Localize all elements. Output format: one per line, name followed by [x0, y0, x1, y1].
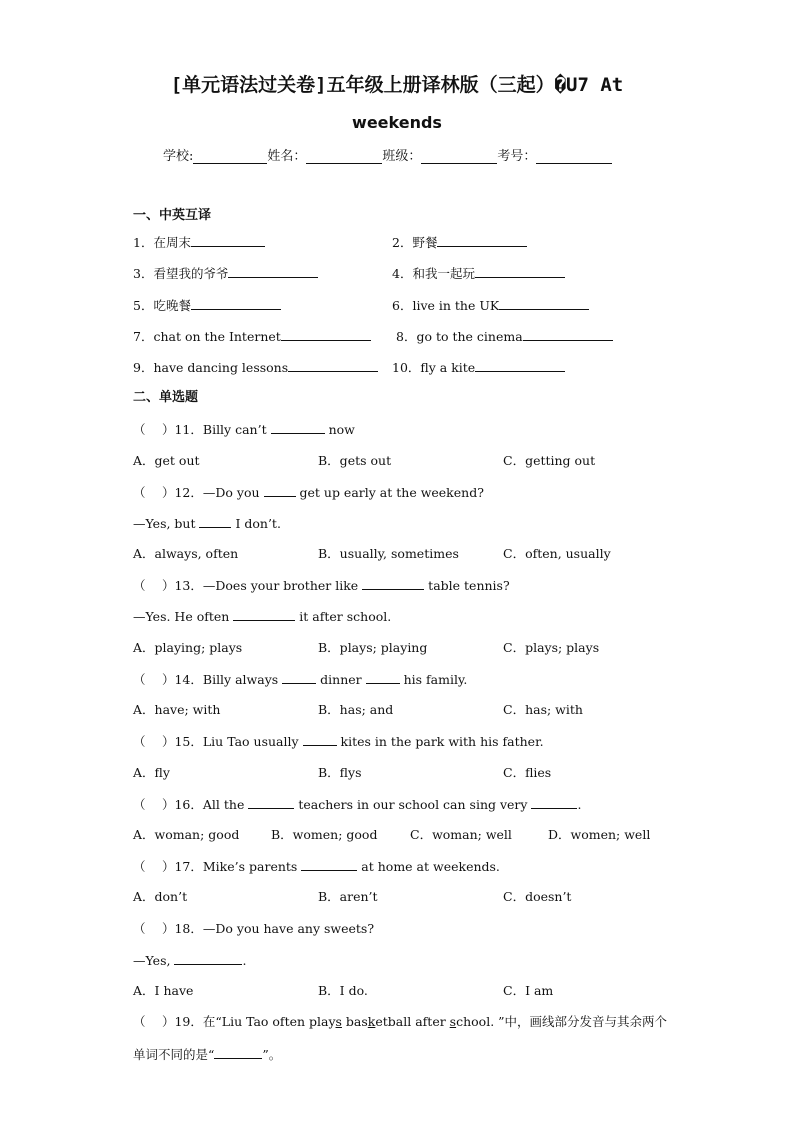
question-13: （ ）13．—Does your brother like table tennis?	[133, 578, 510, 593]
question-15: （ ）15．Liu Tao usually kites in the park with his father.	[133, 734, 544, 749]
translate-item-1: 1．在周末	[133, 234, 265, 251]
q14-option-a[interactable]: A．have; with	[133, 702, 221, 717]
translate-item-8: 8．go to the cinema	[396, 328, 613, 345]
answer-blank[interactable]	[499, 297, 589, 310]
answer-blank[interactable]	[288, 359, 378, 372]
section2-heading: 二、单选题	[133, 390, 199, 405]
q12-option-a[interactable]: A．always, often	[133, 546, 239, 561]
answer-blank[interactable]	[228, 265, 318, 278]
answer-blank[interactable]	[271, 421, 325, 434]
page-title-line2: weekends	[352, 113, 442, 132]
translate-item-2: 2．野餐	[392, 234, 527, 251]
q12-option-b[interactable]: B．usually, sometimes	[318, 546, 459, 561]
q11-option-c[interactable]: C．getting out	[503, 453, 596, 468]
translate-item-6: 6．live in the UK	[392, 297, 589, 314]
answer-blank[interactable]	[264, 484, 296, 497]
q18-option-c[interactable]: C．I am	[503, 983, 554, 998]
q14-option-c[interactable]: C．has; with	[503, 702, 583, 717]
school-label: 学校:	[163, 149, 194, 164]
answer-blank[interactable]	[523, 328, 613, 341]
q17-option-c[interactable]: C．doesn’t	[503, 889, 572, 904]
q15-option-b[interactable]: B．flys	[318, 765, 362, 780]
q17-option-b[interactable]: B．aren’t	[318, 889, 378, 904]
name-label: 姓名：	[267, 149, 307, 164]
q14-option-b[interactable]: B．has; and	[318, 702, 394, 717]
translate-item-9: 9．have dancing lessons	[133, 359, 378, 376]
q13-option-a[interactable]: A．playing; plays	[133, 640, 243, 655]
exam-number-field[interactable]	[536, 149, 612, 164]
answer-blank[interactable]	[282, 671, 316, 684]
answer-blank[interactable]	[191, 297, 281, 310]
q18-option-b[interactable]: B．I do.	[318, 983, 368, 998]
underlined-letter: k	[367, 1014, 376, 1029]
q15-option-c[interactable]: C．flies	[503, 765, 552, 780]
q11-option-a[interactable]: A．get out	[133, 453, 200, 468]
exam-label: 考号：	[497, 149, 537, 164]
q16-option-a[interactable]: A．woman; good	[133, 827, 240, 842]
underlined-letter: s	[449, 1014, 457, 1029]
answer-blank[interactable]	[174, 952, 242, 965]
translate-item-5: 5．吃晚餐	[133, 297, 281, 314]
student-info-row	[163, 145, 612, 164]
translate-item-4: 4．和我一起玩	[392, 265, 565, 282]
answer-blank[interactable]	[301, 858, 357, 871]
q18-option-a[interactable]: A．I have	[133, 983, 194, 998]
question-19: （ ）19．在“Liu Tao often plays basketball after school. ”中，画线部分发音与其余两个	[133, 1014, 668, 1029]
q17-option-a[interactable]: A．don’t	[133, 889, 188, 904]
class-field[interactable]	[421, 149, 497, 164]
question-17: （ ）17．Mike’s parents at home at weekends.	[133, 859, 500, 874]
translate-item-7: 7．chat on the Internet	[133, 328, 371, 345]
page-title-line1: [单元语法过关卷]五年级上册译林版（三起）�U7 At	[170, 74, 624, 96]
answer-blank[interactable]	[233, 608, 295, 621]
answer-blank[interactable]	[303, 733, 337, 746]
school-field[interactable]	[193, 149, 267, 164]
answer-blank[interactable]	[281, 328, 371, 341]
question-12-answer: —Yes, but I don’t.	[133, 516, 281, 531]
q16-option-c[interactable]: C．woman; well	[410, 827, 512, 842]
question-14: （ ）14．Billy always dinner his family.	[133, 672, 468, 687]
answer-blank[interactable]	[366, 671, 400, 684]
underlined-letter: s	[335, 1014, 342, 1029]
name-field[interactable]	[306, 149, 382, 164]
q16-option-b[interactable]: B．women; good	[271, 827, 378, 842]
translate-item-10: 10．fly a kite	[392, 359, 565, 376]
answer-blank[interactable]	[475, 265, 565, 278]
answer-blank[interactable]	[248, 796, 294, 809]
q16-option-d[interactable]: D．women; well	[548, 827, 651, 842]
answer-blank[interactable]	[199, 515, 231, 528]
answer-blank[interactable]	[531, 796, 577, 809]
question-12: （ ）12．—Do you get up early at the weekend?	[133, 485, 484, 500]
answer-blank[interactable]	[475, 359, 565, 372]
question-13-answer: —Yes. He often it after school.	[133, 609, 392, 624]
question-19-line2: 单词不同的是“ ”。	[133, 1047, 282, 1062]
answer-blank[interactable]	[191, 234, 265, 247]
answer-blank[interactable]	[437, 234, 527, 247]
translate-item-3: 3．看望我的爷爷	[133, 265, 318, 282]
question-18-answer: —Yes, .	[133, 953, 247, 968]
q13-option-c[interactable]: C．plays; plays	[503, 640, 600, 655]
question-18: （ ）18．—Do you have any sweets?	[133, 921, 375, 936]
section1-heading: 一、中英互译	[133, 208, 212, 223]
question-16: （ ）16．All the teachers in our school can sing very .	[133, 797, 582, 812]
class-label: 班级：	[382, 149, 422, 164]
q15-option-a[interactable]: A．fly	[133, 765, 170, 780]
q12-option-c[interactable]: C．often, usually	[503, 546, 611, 561]
answer-blank[interactable]	[362, 577, 424, 590]
q13-option-b[interactable]: B．plays; playing	[318, 640, 428, 655]
q11-option-b[interactable]: B．gets out	[318, 453, 392, 468]
answer-blank[interactable]	[214, 1046, 262, 1059]
question-11: （ ）11．Billy can’t now	[133, 422, 355, 437]
